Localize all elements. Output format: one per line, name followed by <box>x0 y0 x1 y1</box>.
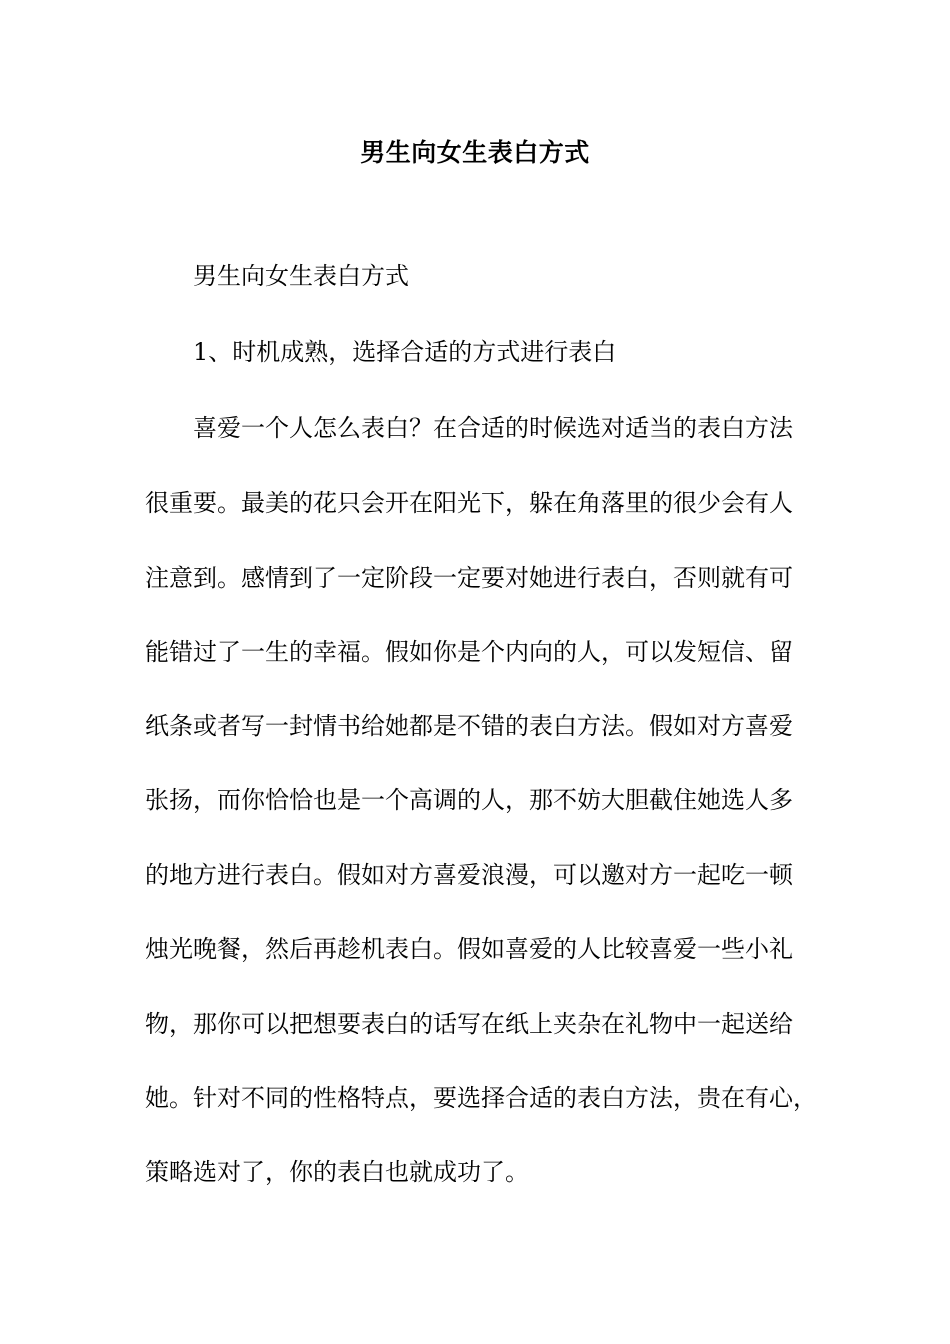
body-line: 很重要。最美的花只会开在阳光下，躲在角落里的很少会有人 <box>145 489 793 517</box>
paragraph-subtitle: 男生向女生表白方式 <box>193 262 409 290</box>
body-line: 策略选对了，你的表白也就成功了。 <box>145 1158 529 1186</box>
body-line: 能错过了一生的幸福。假如你是个内向的人，可以发短信、留 <box>145 638 793 666</box>
section-heading: 1、时机成熟，选择合适的方式进行表白 <box>193 338 617 366</box>
body-line: 她。针对不同的性格特点，要选择合适的表白方法，贵在有心， <box>145 1084 817 1112</box>
document-title: 男生向女生表白方式 <box>360 138 590 167</box>
body-line: 烛光晚餐，然后再趁机表白。假如喜爱的人比较喜爱一些小礼 <box>145 935 793 963</box>
body-line: 纸条或者写一封情书给她都是不错的表白方法。假如对方喜爱 <box>145 712 793 740</box>
body-line: 的地方进行表白。假如对方喜爱浪漫，可以邀对方一起吃一顿 <box>145 861 793 889</box>
body-line: 物，那你可以把想要表白的话写在纸上夹杂在礼物中一起送给 <box>145 1010 793 1038</box>
body-line: 喜爱一个人怎么表白？在合适的时候选对适当的表白方法 <box>193 414 793 442</box>
body-line: 注意到。感情到了一定阶段一定要对她进行表白，否则就有可 <box>145 564 793 592</box>
body-line: 张扬，而你恰恰也是一个高调的人，那不妨大胆截住她选人多 <box>145 786 793 814</box>
